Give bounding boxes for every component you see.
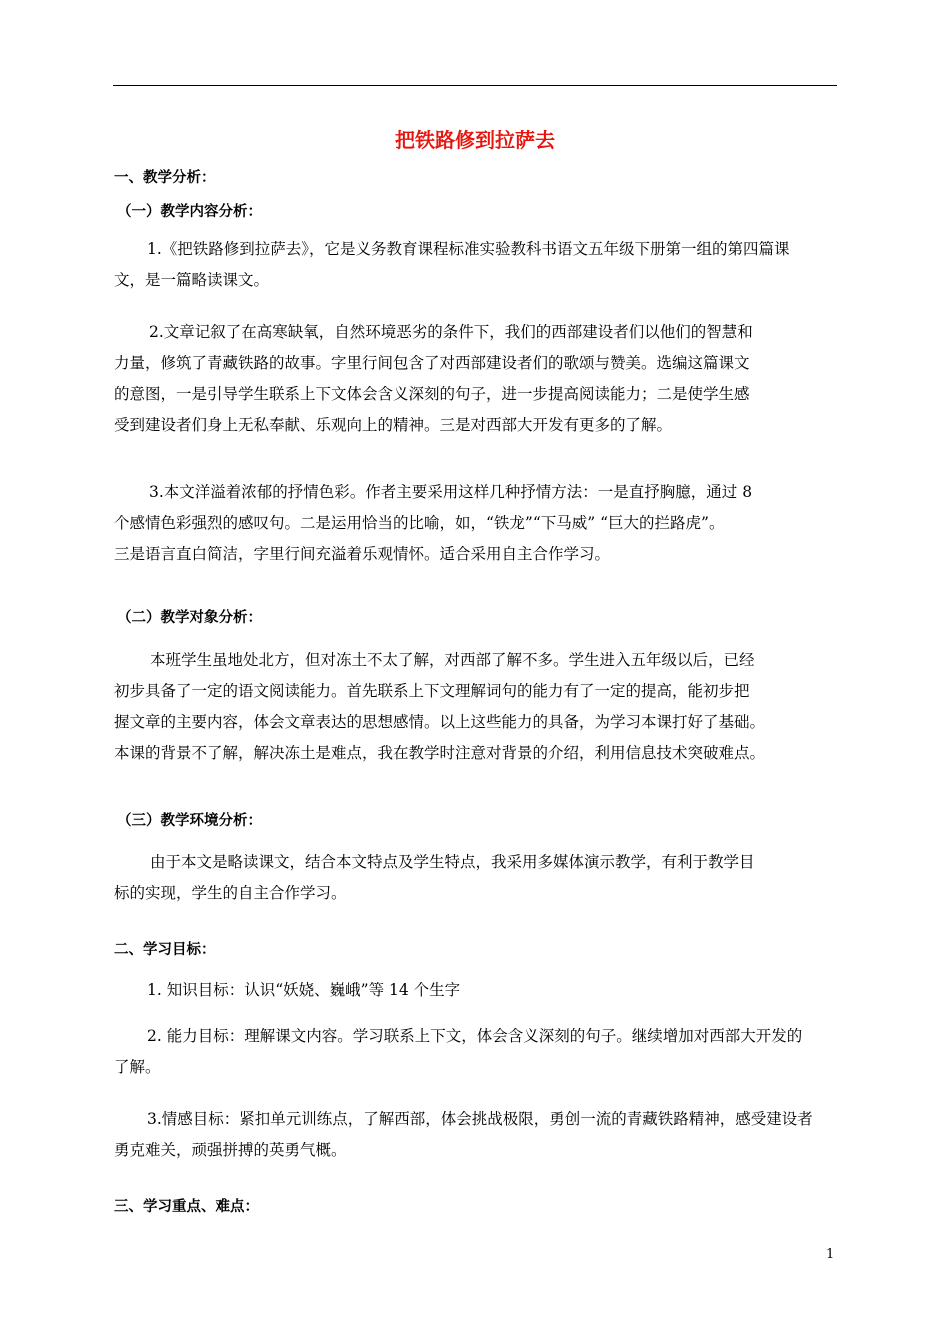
text-line: 力量，修筑了青藏铁路的故事。字里行间包含了对西部建设者们的歌颂与赞美。选编这篇课文 <box>114 354 750 372</box>
subheading-content-analysis: （一）教学内容分析： <box>117 204 262 220</box>
text-line: 标的实现，学生的自主合作学习。 <box>114 884 347 902</box>
section-heading-goals: 二、学习目标： <box>114 942 216 958</box>
text-line: 2.文章记叙了在高寒缺氧，自然环境恶劣的条件下，我们的西部建设者们以他们的智慧和 <box>149 323 753 341</box>
goal-ability <box>114 1021 840 1083</box>
paragraph-4 <box>114 645 840 769</box>
document-title: 把铁路修到拉萨去 <box>395 128 555 152</box>
text-line: 3.本文洋溢着浓郁的抒情色彩。作者主要采用这样几种抒情方法：一是直抒胸臆，通过 8 <box>149 483 753 501</box>
text-line: 由于本文是略读课文，结合本文特点及学生特点，我采用多媒体演示教学，有利于教学目 <box>150 853 755 871</box>
paragraph-2 <box>114 317 840 441</box>
section-heading-analysis: 一、教学分析： <box>114 170 216 186</box>
subheading-environment-analysis: （三）教学环境分析： <box>117 813 262 829</box>
text-line: 3.情感目标：紧扣单元训练点，了解西部，体会挑战极限，勇创一流的青藏铁路精神，感受建设者 <box>147 1110 813 1128</box>
text-line: 文，是一篇略读课文。 <box>114 271 270 289</box>
text-line: 的意图，一是引导学生联系上下文体会含义深刻的句子，进一步提高阅读能力；二是使学生感 <box>114 385 750 403</box>
text-line: 了解。 <box>114 1058 161 1076</box>
text-line: 本班学生虽地处北方，但对冻土不太了解，对西部了解不多。学生进入五年级以后，已经 <box>150 651 755 669</box>
text-line: 1. 知识目标：认识“妖娆、巍峨”等 14 个生字 <box>147 981 461 999</box>
text-line: 个感情色彩强烈的感叹句。二是运用恰当的比喻，如，“铁龙”“下马威” “巨大的拦路虎”。 <box>114 514 725 532</box>
page-number: 1 <box>826 1247 835 1262</box>
text-line: 受到建设者们身上无私奉献、乐观向上的精神。三是对西部大开发有更多的了解。 <box>114 416 673 434</box>
text-line: 初步具备了一定的语文阅读能力。首先联系上下文理解词句的能力有了一定的提高，能初步把 <box>114 682 750 700</box>
paragraph-5 <box>114 847 840 909</box>
text-line: 勇克难关，顽强拼搏的英勇气概。 <box>114 1141 347 1159</box>
paragraph-3 <box>114 477 840 570</box>
subheading-learner-analysis: （二）教学对象分析： <box>117 610 262 626</box>
goal-knowledge <box>114 975 840 1006</box>
text-line: 本课的背景不了解，解决冻土是难点，我在教学时注意对背景的介绍，利用信息技术突破难点。 <box>114 744 766 762</box>
text-line: 握文章的主要内容，体会文章表达的思想感情。以上这些能力的具备，为学习本课打好了基础。 <box>114 713 766 731</box>
text-line: 三是语言直白简洁，字里行间充溢着乐观情怀。适合采用自主合作学习。 <box>114 545 611 563</box>
paragraph-1 <box>114 234 840 296</box>
goal-emotion <box>114 1104 840 1166</box>
text-line: 1.《把铁路修到拉萨去》，它是义务教育课程标准实验教科书语文五年级下册第一组的第四篇课 <box>147 240 790 258</box>
text-line: 2. 能力目标：理解课文内容。学习联系上下文，体会含义深刻的句子。继续增加对西部大开发的 <box>147 1027 803 1045</box>
header-rule <box>113 85 837 86</box>
section-heading-key-points: 三、学习重点、难点： <box>114 1199 259 1215</box>
